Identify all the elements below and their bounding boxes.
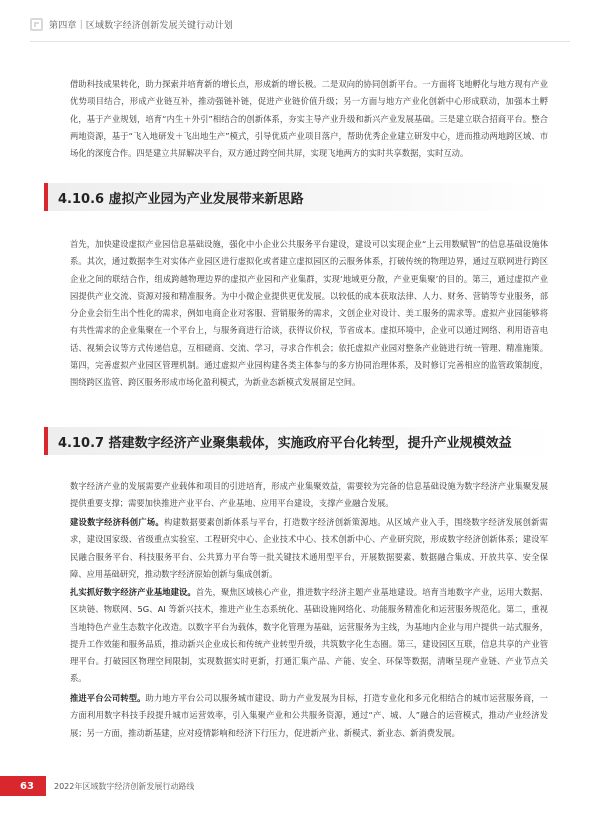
section-title: 4.10.7 搭建数字经济产业聚集载体，实施政府平台化转型，提升产业规模效益: [58, 435, 512, 451]
intro-paragraph: 借助科技成果转化，助力探索并培育新的增长点，形成新的增长极。二是双向的协同创新平台。一方面将飞地孵化与地方现有产业优势项目结合，形成产业链互补，推动强链补链，促进产业链价值升级；另一方面与地方产业化创新中心形成联动，加强本土孵化，基于产业规划，培育“内生＋外引”相结合的创新体系，夯实主导产业升级和新兴产业发展基础。三是建立联合招商平台。整合两地资源，基于“飞入地研发＋飞出地生产”模式，引导优质产业项目落户，帮助优秀企业建立研发中心，进而推动两地跨区域、市场化的深度合作。四是建立共屏解决平台，双方通过跨空间共屏，实现飞地两方的实时共享数据，实时互动。: [70, 79, 548, 159]
page-footer: [0, 776, 600, 796]
paragraph-lead: 建设数字经济科创广场。: [70, 517, 164, 527]
paragraph-lead: 扎实抓好数字经济产业基地建设。: [70, 587, 196, 597]
virtual-park-paragraph: 首先，加快建设虚拟产业园信息基础设施，强化中小企业公共服务平台建设，建设可以实现企业“上云用数赋智”的信息基础设施体系。其次，通过数据李生对实体产业园区进行虚拟化或者建立虚拟园区的云服务体系，打破传统的物理边界，通过互联网进行跨区企业之间的联结合作，组成跨越物理边界的虚拟产业园和产业集群，实现‘地域更分散，产业更集聚’的目的。第三，通过虚拟产业园提供产业交流、资源对接和精准服务。为中小微企业提供更优发展。以较低的成本获取法律、人力、财务、营销等专业服务，部分企业会衍生出个性化的需求，例如电商企业对客服、营销服务的需求，文创企业对设计、美工服务的需求等。虚拟产业园能够将有共性需求的企业集聚在一个平台上，与服务商进行洽谈，获得议价权，节省成本。虚拟环境中，企业可以通过网络、利用语音电话、视频会议等方式传递信息，互相磋商、交流、学习，寻求合作机会；依托虚拟产业园对整条产业链进行统一管理、精准施策。第四，完善虚拟产业园区管理机制。通过虚拟产业园构建各类主体参与的多方协同治理体系，及时修订完善相应的监管政策制度，围绕跨区监管、跨区服务形成市场化盈利模式，为新业态新模式发展留足空间。: [70, 239, 548, 388]
page-number: 63: [0, 776, 46, 796]
section-marker: [44, 427, 48, 455]
industry-cluster-intro: 数字经济产业的发展需要产业载体和项目的引进培育，形成产业集聚效益，需要较为完备的信息基础设施为数字经济产业集聚发展提供重要支撑；需要加快推进产业平台、产业基地、应用平台建设，支撑产业融合发展。: [70, 481, 548, 509]
paragraph-text: 构建数据要素创新体系与平台，打造数字经济创新策源地。从区域产业入手，围绕数字经济发展创新需求，建设国家级、省级重点实验室、工程研究中心、企业技术中心、技术创新中心、产业研究院，形成数字经济创新体系；建设军民融合服务平台、科技服务平台、公共算力平台等一批关键技术通用型平台，开展数据要素、数据融合集成、开放共享、安全保障、应用基础研究，推动数字经济原始创新与集成创新。: [70, 517, 548, 579]
platform-company-paragraph: [70, 690, 548, 742]
section-heading-4-10-7: [44, 427, 554, 455]
industry-base-paragraph: [70, 584, 548, 688]
logo-icon: [30, 18, 43, 31]
publication-title: 2022年区域数字经济创新发展行动路线: [54, 781, 195, 791]
section-heading-4-10-6: [44, 183, 554, 211]
page-header: [30, 14, 233, 34]
section-title: 4.10.6 虚拟产业园为产业发展带来新思路: [58, 191, 304, 207]
section-marker: [44, 183, 48, 211]
innovation-plaza-paragraph: [70, 514, 548, 583]
header-divider: [30, 41, 570, 42]
paragraph-text: 助力地方平台公司以服务城市建设、助力产业发展为目标，打造专业化和多元化相结合的城市运营服务商，一方面利用数字科技手段提升城市运营效率，引入集聚产业和公共服务资源，通过“产、城、人”融合的运营模式，推动产业经济发展；另一方面，推动新基建，应对疫情影响和经济下行压力，促进新产业、新模式、新业态、新消费发展。: [70, 693, 548, 738]
chapter-header: 第四章｜区域数字经济创新发展关键行动计划: [49, 20, 234, 31]
paragraph-text: 首先，聚焦区域核心产业，推进数字经济主题产业基地建设。培育当地数字产业，运用大数据、区块链、物联网、5G、AI 等新兴技术，推进产业生态系统化、基础设施网络化、功能服务精准化和运营服务规范化。第二，重视当地特色产业生态数字化改造。以数字平台为载体，数字化管理为基础，运营服务为主线，为基地内企业与用户提供一站式服务，提升工作效能和服务品质，推动新兴企业成长和传统产业转型升级，共筑数字化生态圈。第三，建设园区互联，信息共享的产业管理平台。打破园区物理空间限制，实现数据实时更新，打通汇集产品、产能、安全、环保等数据，清晰呈现产业链、产业节点关系。: [70, 587, 548, 684]
paragraph-lead: 推进平台公司转型。: [70, 693, 146, 703]
